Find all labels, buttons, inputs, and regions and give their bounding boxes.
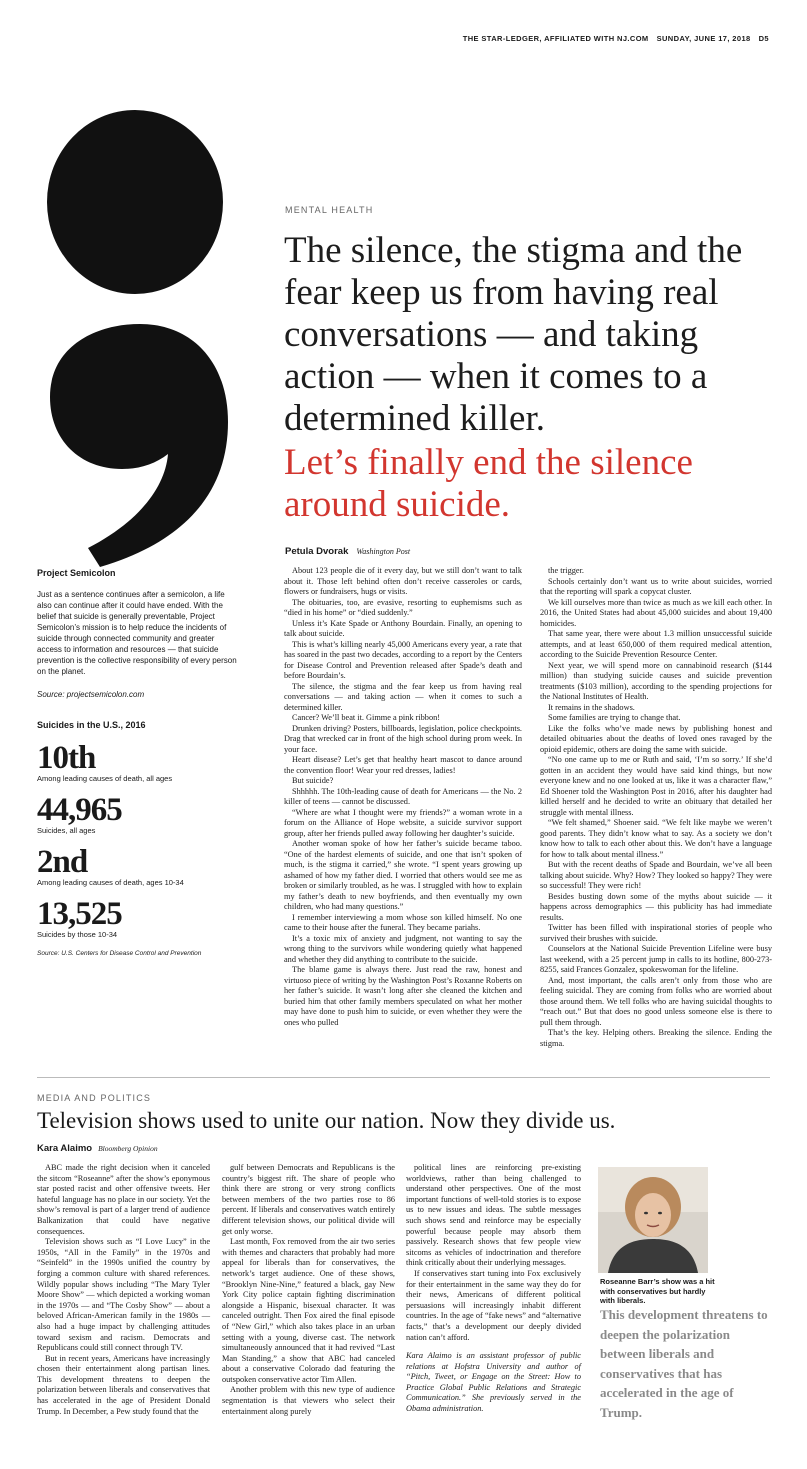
stat-value: 13,525 <box>37 896 122 932</box>
stat-item <box>37 844 184 887</box>
paragraph: Drunken driving? Posters, billboards, legislation, police checkpoints. Drag that wrecked car in front of the high school during prom week. In your face. <box>284 723 522 754</box>
paragraph: The blame game is always there. Just read the raw, honest and virtuoso piece of writing by the Washington Post’s Roxanne Roberts on her father’s suicide. It wasn’t long after she cleaned the kitchen and buried him that other family members speculated on what her mother may have done to push him to suicide, or even whether they were the ones who pulled <box>284 965 522 1027</box>
paragraph: Shhhhh. The 10th-leading cause of death for Americans — the No. 2 killer of teens — cannot be discussed. <box>284 786 522 806</box>
page-number: D5 <box>758 34 769 43</box>
sidebar-text: Just as a sentence continues after a semicolon, a life also can continue after it could have ended. With the belief that suicide is generally preventable, Project Semicolon’s mission is to help reduce the incidents of suicide through connected community and greater access to information and resources — that suicide prevention is the collective responsibility of every person on the planet. <box>37 590 237 676</box>
paragraph: Last month, Fox removed from the air two series with themes and characters that probably had more appeal for liberals than for conservatives, the network’s target audience. One of these shows, “Brooklyn Nine-Nine,” featured a black, gay New York City police captain fighting discrimination alongside a Hispanic, bisexual character. It was canceled outright. Then Fox aired the final episode of “New Girl,” which also takes place in an urban setting with a young, diverse cast. The network simultaneously announced that it had revived “Last Man Standing,” a show that ABC had canceled about a conservative Colorado dad featuring the outspoken conservative actor Tim Allen. <box>222 1237 395 1384</box>
stat-item <box>37 740 172 783</box>
paragraph: “No one came up to me or Ruth and said, ‘I’m so sorry.’ If she’d gotten in an accident they would have said kind things, but now everyone knew and no one looked at us, like it was a character flaw,” Ed Shoener told the Washington Post in 2016, after his daughter had killed herself and he decided to write an obituary that detailed her struggle with mental illness. <box>540 755 772 817</box>
paragraph: But with the recent deaths of Spade and Bourdain, we’ve all been talking about suicide. Why? How? They looked so happy? They were so successful! They were rich! <box>540 860 772 890</box>
section-label: MENTAL HEALTH <box>285 205 374 215</box>
section-label-2: MEDIA AND POLITICS <box>37 1093 152 1103</box>
paragraph: political lines are reinforcing pre-existing worldviews, rather than being challenged to understand other perspectives. One of the most important functions of well-told stories is to expose us to new issues and ideas. The subtle messages such shows send and reinforce may be especially powerful because people may absorb them passively. Research shows that few people view sitcoms as vehicles of indoctrination and therefore think critically about their underlying messages. <box>406 1163 581 1268</box>
paragraph: Next year, we will spend more on cannabinoid research ($144 million) than studying suicide causes and suicide prevention treatments ($103 million), according to the spending projections for the National Institutes of Health. <box>540 660 772 701</box>
paragraph: But in recent years, Americans have increasingly chosen their entertainment along partisan lines. This development threatens to deepen the polarization between liberals and conservatives that has accelerated in the age of President Donald Trump. In December, a Pew study found that the <box>37 1353 210 1416</box>
edition-date: SUNDAY, JUNE 17, 2018 <box>656 34 751 43</box>
paragraph: That same year, there were about 1.3 million unsuccessful suicide attempts, and at least 650,000 of them required medical attention, according to the Suicide Prevention Resource Center. <box>540 629 772 659</box>
sidebar-title: Project Semicolon <box>37 568 116 578</box>
article-column-2 <box>540 566 772 1049</box>
feature-subheadline: Let’s finally end the silence around suicide. <box>284 442 693 525</box>
stat-value: 2nd <box>37 844 88 880</box>
author-name: Kara Alaimo <box>37 1143 93 1154</box>
masthead <box>455 34 769 43</box>
paragraph: The obituaries, too, are evasive, resorting to euphemisms such as “died in his home” or “died suddenly.” <box>284 597 522 617</box>
article2-column-2 <box>222 1163 395 1417</box>
paragraph: Counselors at the National Suicide Prevention Lifeline were busy last weekend, with a 25 percent jump in calls to its hotline, 800-273-8255, said Frances Gonzalez, spokeswoman for the lifeline. <box>540 944 772 974</box>
roseanne-photo <box>598 1167 708 1273</box>
paragraph: Heart disease? Let’s get that healthy heart mascot to dance around the convention floor! Wear your red dresses, ladies! <box>284 755 522 775</box>
paragraph: But suicide? <box>292 776 334 785</box>
paragraph: Cancer? We’ll beat it. Gimme a pink ribbon! <box>292 713 441 722</box>
stats-source: Source: U.S. Centers for Disease Control and Prevention <box>37 950 202 957</box>
paragraph: Unless it’s Kate Spade or Anthony Bourdain. Finally, an opening to talk about suicide. <box>284 618 522 638</box>
feature-headline: The silence, the stigma and the fear keep us from having real conversations — and taking action — when it comes to a determined killer. <box>284 230 743 439</box>
section-divider <box>37 1077 770 1078</box>
stat-label: Suicides by those 10-34 <box>37 930 118 939</box>
paragraph: If conservatives start tuning into Fox exclusively for their entertainment in the same way they do for their news, Americans of different political persuasions will increasingly inhabit different countries. In the age of “fake news” and “alternative facts,” that’s a development our deeply divided nation can’t afford. <box>406 1268 581 1342</box>
paragraph: Besides busting down some of the myths about suicide — it happens across demographics — this publicity has had immediate results. <box>540 891 772 922</box>
paragraph: Another problem with this new type of audience segmentation is that viewers who select their entertainment along purely <box>222 1385 395 1416</box>
article2-byline <box>37 1143 158 1154</box>
author-source: Washington Post <box>356 547 411 556</box>
paragraph: Television shows such as “I Love Lucy” in the 1950s, “All in the Family” in the 1970s and “Seinfeld” in the 1990s unified the country by forging a common culture with shared references. Wildly popular shows including “The Mary Tyler Moore Show” — which depicted a working woman in the 1970s — and “The Cosby Show” — about a beloved African-American family in the 1980s — also had a huge impact by challenging attitudes toward sexism and racism. Democrats and Republicans could still connect through TV. <box>37 1237 210 1353</box>
paragraph: It remains in the shadows. <box>548 702 635 712</box>
paragraph: Twitter has been filled with inspirational stories of people who survived their brushes with suicide. <box>540 923 772 943</box>
paragraph: And, most important, the calls aren’t only from those who are feeling suicidal. They are coming from folks who are worried about those around them. We tell folks who are having suicidal thoughts to “reach out.” But that does no good unless someone else is there to pull them through. <box>540 975 772 1027</box>
paragraph: That’s the key. Helping others. Breaking the silence. Ending the stigma. <box>540 1028 772 1048</box>
article2-column-3 <box>406 1163 581 1415</box>
paper-name: THE STAR-LEDGER, AFFILIATED WITH NJ.COM <box>462 34 649 43</box>
paragraph: I remember interviewing a mom whose son killed himself. No one came to their house after the funeral. They became pariahs. <box>284 912 522 932</box>
stat-value: 44,965 <box>37 792 122 828</box>
paragraph: This is what’s killing nearly 45,000 Americans every year, a rate that has soared in the past two decades, according to a report by the Centers for Disease Control and Prevention released after Spade’s death and before Bourdain’s. <box>284 639 522 680</box>
author-source: Bloomberg Opinion <box>98 1144 158 1153</box>
stats-title: Suicides in the U.S., 2016 <box>37 720 146 730</box>
article-column-1 <box>284 566 522 1028</box>
paragraph: We kill ourselves more than twice as much as we kill each other. In 2016, the United States had about 45,000 suicides and about 19,400 homicides. <box>540 597 772 628</box>
stat-item <box>37 896 122 939</box>
paragraph: About 123 people die of it every day, but we still don’t want to talk about it. Those left behind often don’t receive casseroles or cards, flowers or fundraisers, hugs or visits. <box>284 566 522 596</box>
paragraph: gulf between Democrats and Republicans is the country’s biggest rift. The share of people who think there are strong or very strong conflicts between members of the two parties rose to 86 percent. If liberals and conservatives watch entirely different television shows, our political divide will get only worse. <box>222 1163 395 1236</box>
semicolon-graphic <box>40 62 230 567</box>
paragraph: It’s a toxic mix of anxiety and judgment, not wanting to say the wrong thing to the survivors while wondering quietly what happened and whether they did anything to contribute to the suicide. <box>284 933 522 964</box>
sidebar-source: Source: projectsemicolon.com <box>37 690 145 699</box>
paragraph: the trigger. <box>548 566 584 575</box>
photo-caption: Roseanne Barr’s show was a hit with conservatives but hardly with liberals. <box>600 1277 715 1305</box>
paragraph: Some families are trying to change that. <box>548 713 681 722</box>
author-bio: Kara Alaimo is an assistant professor of public relations at Hofstra University and author of “Pitch, Tweet, or Engage on the Street: How to Practice Global Public Relations and Strategic Communication.” She previously served in the Obama administration. <box>406 1351 581 1414</box>
paragraph: Schools certainly don’t want us to write about suicides, worried that the reporting will spark a copycat cluster. <box>540 576 772 596</box>
article2-column-1 <box>37 1163 210 1417</box>
stat-item <box>37 792 122 835</box>
stat-label: Among leading causes of death, all ages <box>37 774 173 783</box>
pull-quote: This development threatens to deepen the polarization between liberals and conservatives that has accelerated in the age of Trump. <box>600 1307 768 1420</box>
stat-value: 10th <box>37 740 96 776</box>
paragraph: “Where are what I thought were my friends?” a woman wrote in a forum on the Alliance of Hope website, a suicide survivor support group, after her friends pulled away following her daughter’s suicide. <box>284 807 522 838</box>
feature-byline <box>285 546 410 557</box>
paragraph: The silence, the stigma and the fear keep us from having real conversations — and taking action — when it comes to such a determined killer. <box>284 681 522 712</box>
author-name: Petula Dvorak <box>285 546 349 557</box>
stat-label: Suicides, all ages <box>37 826 96 835</box>
stat-label: Among leading causes of death, ages 10-34 <box>37 878 184 887</box>
paragraph: Another woman spoke of how her father’s suicide became taboo. “One of the hardest elements of suicide, and one that isn’t spoken of much, is the stigma it carried,” she wrote. “I spent years growing up ashamed of how my father died. I worried that others would see me as broken or similarly troubled, as he was. I struggled with how to explain my father’s death to new boyfriends, and then eventually my own children, who had many questions.” <box>284 839 522 911</box>
paragraph: ABC made the right decision when it canceled the sitcom “Roseanne” after the show’s eponymous star posted racist and other offensive tweets. Her hateful language has no place in our society. Yet the show’s removal is part of a larger trend of audience Balkanization that could have negative consequences. <box>37 1163 210 1236</box>
paragraph: “We felt shamed,” Shoener said. “We felt like maybe we weren’t good parents. They didn’t know what to say. As a society we don’t know how to talk to each other about this. We don’t have a language for how to talk about mental illness.” <box>540 818 772 859</box>
article2-headline: Television shows used to unite our nation. Now they divide us. <box>37 1108 616 1133</box>
paragraph: Like the folks who’ve made news by publishing honest and detailed obituaries about the deaths of loved ones ravaged by the opioid epidemic, others are doing the same with suicide. <box>540 723 772 754</box>
